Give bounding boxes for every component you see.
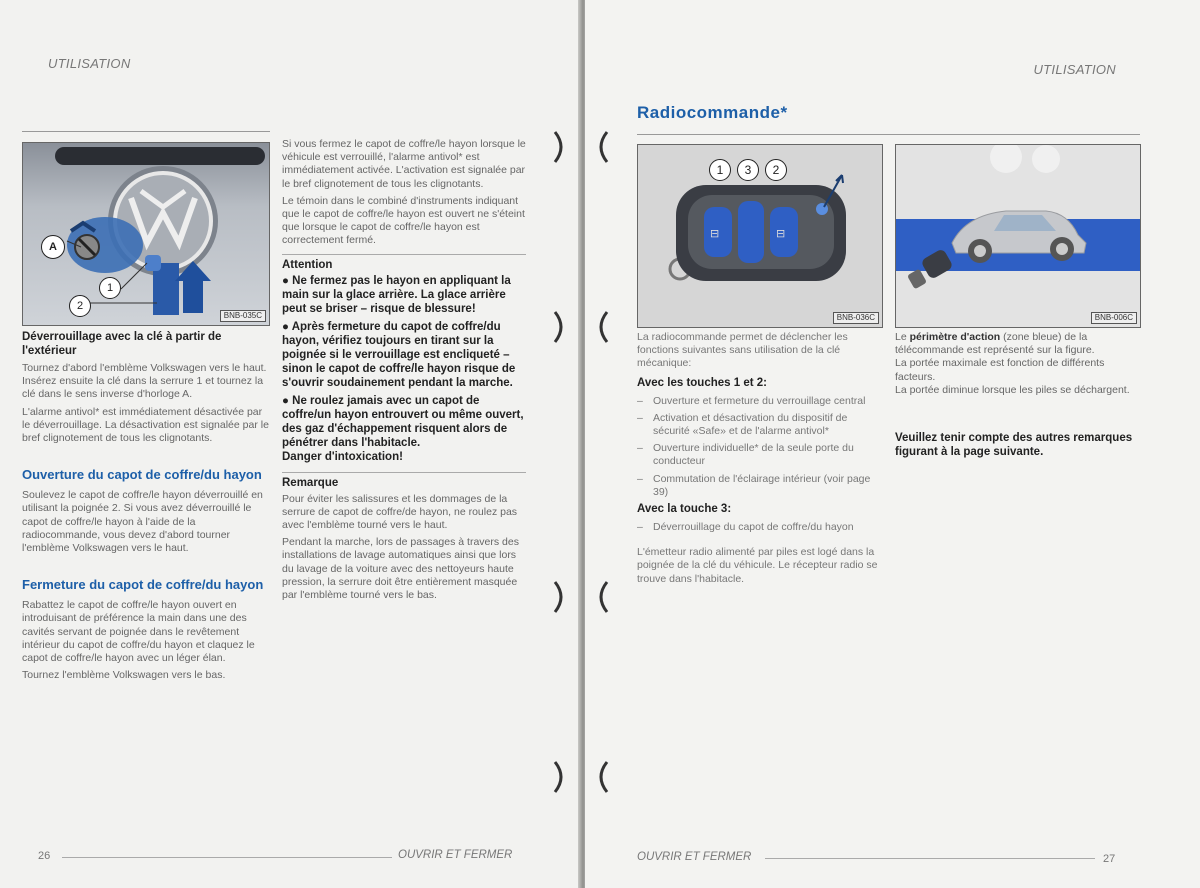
binding-notch <box>595 310 609 344</box>
left-header-rule <box>22 131 270 132</box>
attention-box <box>282 254 526 464</box>
binding-notch <box>595 580 609 614</box>
right-page-number: 27 <box>1103 853 1116 865</box>
trunk-lock-illustration <box>23 143 269 325</box>
figure-action-range <box>895 144 1141 328</box>
intro-paragraph-2: L'alarme antivol* est immédiatement désactivée par le déverrouillage. La désactivation est signalée par le bref clignotement de tous les clignotants. <box>22 405 269 445</box>
figure-label: BNB-035C <box>220 310 266 322</box>
fermeture-paragraph-2: Tournez l'emblème Volkswagen vers le bas. <box>22 669 226 682</box>
right-page <box>585 0 1200 888</box>
callout-button-3: 3 <box>737 159 759 181</box>
right-column-2 <box>895 331 1143 459</box>
callout-button-2: 2 <box>765 159 787 181</box>
binding-notch <box>553 760 567 794</box>
touches-1-2-item: – Activation et désactivation du dispositif de sécurité «Safe» et de l'alarme antivol* <box>637 411 848 438</box>
ouverture-paragraph: Soulevez le capot de coffre/le hayon déverrouillé en utilisant la poignée 2. Si vous avez déverrouillé le capot de coffre/le hayon à l'aide de la radiocommande, vous devez d'abord tourner l'emblème Volkswagen vers le haut. <box>22 489 263 555</box>
binding-notch <box>595 130 609 164</box>
fermeture-paragraph-1: Rabattez le capot de coffre/le hayon ouvert en introduisant de préférence la main dans une des cavités servant de poignée dans le revêtement intérieur du capot de coffre/du hayon et claquez le capot de coffre/le hayon avec un léger élan. <box>22 599 255 665</box>
figure-trunk-lock <box>22 142 270 326</box>
callout-button-1: 1 <box>709 159 731 181</box>
right-footer-title: OUVRIR ET FERMER <box>637 851 752 863</box>
attention-item-1: ● Ne fermez pas le hayon en appliquant la main sur la glace arrière. La glace arrière peut se briser – risque de blessure! <box>282 274 511 315</box>
svg-text:⊟: ⊟ <box>710 227 720 240</box>
touche-3-item: – Déverrouillage du capot de coffre/du hayon <box>637 521 854 534</box>
radiocommande-intro: La radiocommande permet de déclencher les fonctions suivantes sans utilisation de la clé mécanique: <box>637 331 848 370</box>
left-column-1 <box>22 330 270 682</box>
fermeture-heading: Fermeture du capot de coffre/du hayon <box>22 577 264 593</box>
right-header-rule <box>637 134 1140 135</box>
left-section-header: UTILISATION <box>48 56 131 71</box>
veuillez-note: Veuillez tenir compte des autres remarques figurant à la page suivante. <box>895 432 1133 459</box>
left-page-number: 26 <box>38 850 51 862</box>
remarque-paragraph-2: Pendant la marche, lors de passages à travers des installations de lavage automatiques ainsi que lors du lavage de la voiture avec des nettoyeurs haute pression, la serrure doit être entièrement masquée par l'emblème tourné vers le bas. <box>282 536 519 602</box>
ouverture-heading: Ouverture du capot de coffre/du hayon <box>22 467 262 483</box>
left-column-2 <box>282 138 526 602</box>
binding-notch <box>553 130 567 164</box>
left-footer-rule <box>62 857 392 858</box>
svg-text:⊟: ⊟ <box>776 227 786 240</box>
right-column-1 <box>637 331 885 586</box>
touches-1-2-item: – Ouverture individuelle* de la seule porte du conducteur <box>637 442 854 468</box>
remote-key-illustration <box>638 145 882 327</box>
callout-a: A <box>41 235 65 259</box>
binding-notch <box>553 310 567 344</box>
remarque-box <box>282 472 526 603</box>
touches-1-2-item: – Commutation de l'éclairage intérieur (voir page 39) <box>637 472 871 498</box>
portee-paragraph-2: La portée diminue lorsque les piles se déchargent. <box>895 383 1130 396</box>
attention-title: Attention <box>282 258 333 271</box>
touche-3-title: Avec la touche 3: <box>637 503 732 516</box>
attention-danger: Danger d'intoxication! <box>282 450 403 463</box>
remarque-paragraph-1: Pour éviter les salissures et les dommages de la serrure de capot de coffre/de hayon, ne roulez pas avec l'emblème tourné vers le haut. <box>282 492 518 532</box>
remarque-title: Remarque <box>282 476 339 489</box>
figure1-label: BNB-036C <box>833 312 879 324</box>
callout-1: 1 <box>99 277 121 299</box>
touches-1-2-title: Avec les touches 1 et 2: <box>637 376 767 389</box>
right-section-header: UTILISATION <box>1033 62 1116 77</box>
figure-caption: Déverrouillage avec la clé à partir de l'extérieur <box>22 331 222 357</box>
attention-item-2: ● Après fermeture du capot de coffre/du hayon, vérifiez toujours en tirant sur la poignée si le verrouillage est encliqueté – sinon le capot de coffre/le hayon risque de s'ouvrir soudainement pendant la marche. <box>282 320 516 389</box>
touches-1-2-item: – Ouverture et fermeture du verrouillage central <box>637 394 866 407</box>
left-page <box>0 0 580 888</box>
radiocommande-title: Radiocommande* <box>637 103 788 122</box>
perimetre-paragraph: Le périmètre d'action (zone bleue) de la télécommande est représenté sur la figure. <box>895 331 1095 357</box>
binding-notch <box>595 760 609 794</box>
col2-paragraph-2: Le témoin dans le combiné d'instruments indiquant que le capot de coffre/le hayon est ouvert ne s'éteint que lorsque le capot de coffre/le hayon est correctement fermé. <box>282 194 525 247</box>
emetteur-paragraph: L'émetteur radio alimenté par piles est logé dans la poignée de la clé du véhicule. Le récepteur radio se trouve dans l'habitacle. <box>637 546 878 585</box>
left-footer-title: OUVRIR ET FERMER <box>398 849 513 861</box>
callout-2: 2 <box>69 295 91 317</box>
col2-paragraph-1: Si vous fermez le capot de coffre/le hayon lorsque le véhicule est verrouillé, l'alarme antivol* est immédiatement activée. L'activation est signalée par le bref clignotement de tous les clignotants. <box>282 138 526 190</box>
binding-notch <box>553 580 567 614</box>
intro-paragraph-1: Tournez d'abord l'emblème Volkswagen vers le haut. Insérez ensuite la clé dans la serrure 1 et tournez la clé dans le sens inverse d'horloge A. <box>22 362 267 401</box>
figure2-label: BNB-006C <box>1091 312 1137 324</box>
attention-item-3: ● Ne roulez jamais avec un capot de coffre/un hayon entrouvert ou même ouvert, des gaz d'échappement risquent alors de pénétrer dans l'habitacle. <box>282 394 524 449</box>
action-range-illustration <box>896 145 1140 327</box>
right-footer-rule <box>765 858 1095 859</box>
figure-remote-key <box>637 144 883 328</box>
portee-paragraph-1: La portée maximale est fonction de différents facteurs. <box>895 357 1105 383</box>
